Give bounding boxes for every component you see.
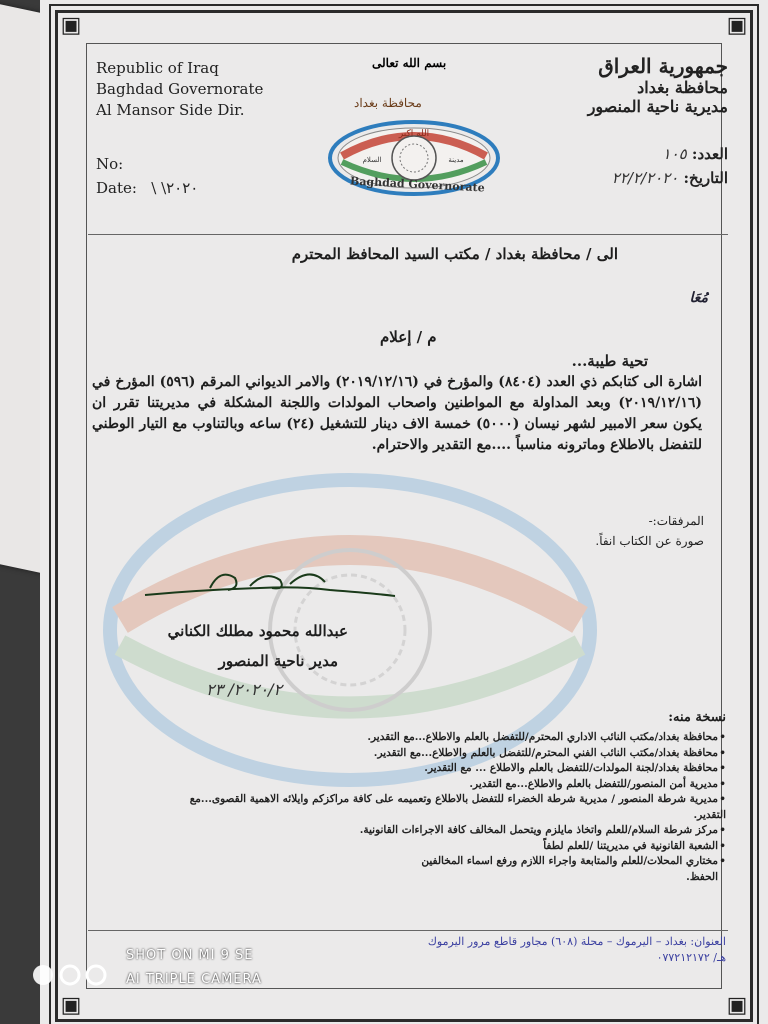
footer-address: العنوان: بغداد – اليرموك – محلة (٦٠٨) مجاور قاطع مرور اليرموك [427,935,726,948]
logo-center-text: الله اكبر [398,129,430,139]
list-item: •محافظة بغداد/مكتب النائب الفني المحترم/للتفضل بالعلم والاطلاع...مع التقدير. [373,746,726,759]
header-en-directorate: Al Mansor Side Dir. [96,101,245,119]
signer-title: مدير ناحية المنصور [218,652,338,670]
footer-divider [88,930,728,931]
addressee: الى / محافظة بغداد / مكتب السيد المحافظ المحترم [291,245,618,263]
reference-arabic [612,142,728,190]
header-ar-country: جمهورية العراق [598,54,728,78]
number-label-en: No: [96,155,124,173]
header-ar-directorate: مديرية ناحية المنصور [587,97,728,116]
header-ar-governorate: محافظة بغداد [637,78,728,97]
logo-right-text: مدينة [448,156,464,164]
list-item: •مركز شرطة السلام/للعلم واتخاذ مايلزم ويتحمل المخالف كافة الاجراءات القانونية. [359,824,726,836]
camera-model-text: SHOT ON MI 9 SE [126,948,254,963]
number-label-ar: العدد: [691,145,728,163]
handwritten-initials: مُعَا [689,290,708,306]
header-en-country: Republic of Iraq [96,59,219,77]
list-item: •مديرية شرطة المنصور / مديرية شرطة الخضراء للتفضل بالاطلاع وتعميمه على كافة مراكزكم وايلائه الاهمية القصوى...مع التقدير. [189,793,726,821]
copies-list [166,730,726,885]
logo-arabic-caption: محافظة بغداد [354,96,422,110]
basmala: بسم الله تعالى [372,56,447,70]
camera-lens-icon [30,962,110,988]
corner-ornament-icon: ▣ [726,13,748,38]
reference-english [96,152,198,200]
list-item: الحفظ. [686,870,718,883]
enclosure-item: صورة عن الكتاب انفاً. [595,534,704,548]
header-divider [88,234,728,235]
signature-date: ٢٠٢٠/٢/ ٢٣ [206,680,283,699]
header-arabic [588,54,728,116]
list-item: •الشعبة القانونية في مديريتنا /للعلم لطفاً [543,839,726,852]
number-value-ar: ١٠٥ [662,145,687,163]
header-en-governorate: Baghdad Governorate [96,80,264,98]
date-label-ar: التاريخ: [683,169,728,187]
list-item: •مختاري المحلات/للعلم والمتابعة واجراء اللازم ورفع اسماء المخالفين [421,855,726,867]
list-item: •محافظة بغداد/لجنة المولدات/للتفضل بالعلم والاطلاع ... مع التقدير. [424,762,726,774]
handwritten-signature [140,560,400,620]
corner-ornament-icon: ▣ [726,993,748,1018]
list-item: •محافظة بغداد/مكتب النائب الاداري المحترم/للتفضل بالعلم والاطلاع...مع التقدير. [367,731,726,743]
footer-phone: هـ/ ٠٧٧٢١٢١٧٢ [656,951,726,964]
copies-title: نسخة منه: [668,710,726,725]
logo-english-caption: Baghdad Governorate [349,174,485,195]
list-item: •مديرية أمن المنصور/للتفضل بالعلم والاطلاع...مع التقدير. [469,777,726,790]
footer [428,934,726,966]
subject-line: م / إعلام [380,328,437,346]
enclosures-label: المرفقات:- [648,514,704,528]
date-label-en: Date: [96,179,137,197]
letter-body: اشارة الى كتابكم ذي العدد (٨٤٠٤) والمؤرخ في (٢٠١٩/١٢/١٦) والامر الديواني المرقم (٥٩٦) المؤرخ في (٢٠١٩/١٢/١٦) وبعد المداولة مع المواطنين واصحاب المولدات واللجنة المشكلة في مديريتنا تقرر ان يكون سعر الامبير لشهر نيسان (٥٠٠٠) خمسة الاف دينار للتشغيل (٢٤) ساعه وبالتناوب مع التيار الوطني للتفضل بالاطلاع وماترونه مناسباً ....مع التقدير والاحترام. [92,374,703,453]
date-value-ar: ٢٢/٢/٢٠٢٠ [611,169,679,187]
signer-name: عبدالله محمود مطلك الكناني [167,622,348,640]
corner-ornament-icon: ▣ [60,993,82,1018]
greeting: تحية طيبة... [571,352,648,370]
logo-left-text: السلام [362,156,382,164]
camera-feature-text: AI TRIPLE CAMERA [126,972,262,987]
corner-ornament-icon: ▣ [60,13,82,38]
header-english [96,58,263,121]
date-value-en: \ \۲۰۲۰ [151,179,199,197]
